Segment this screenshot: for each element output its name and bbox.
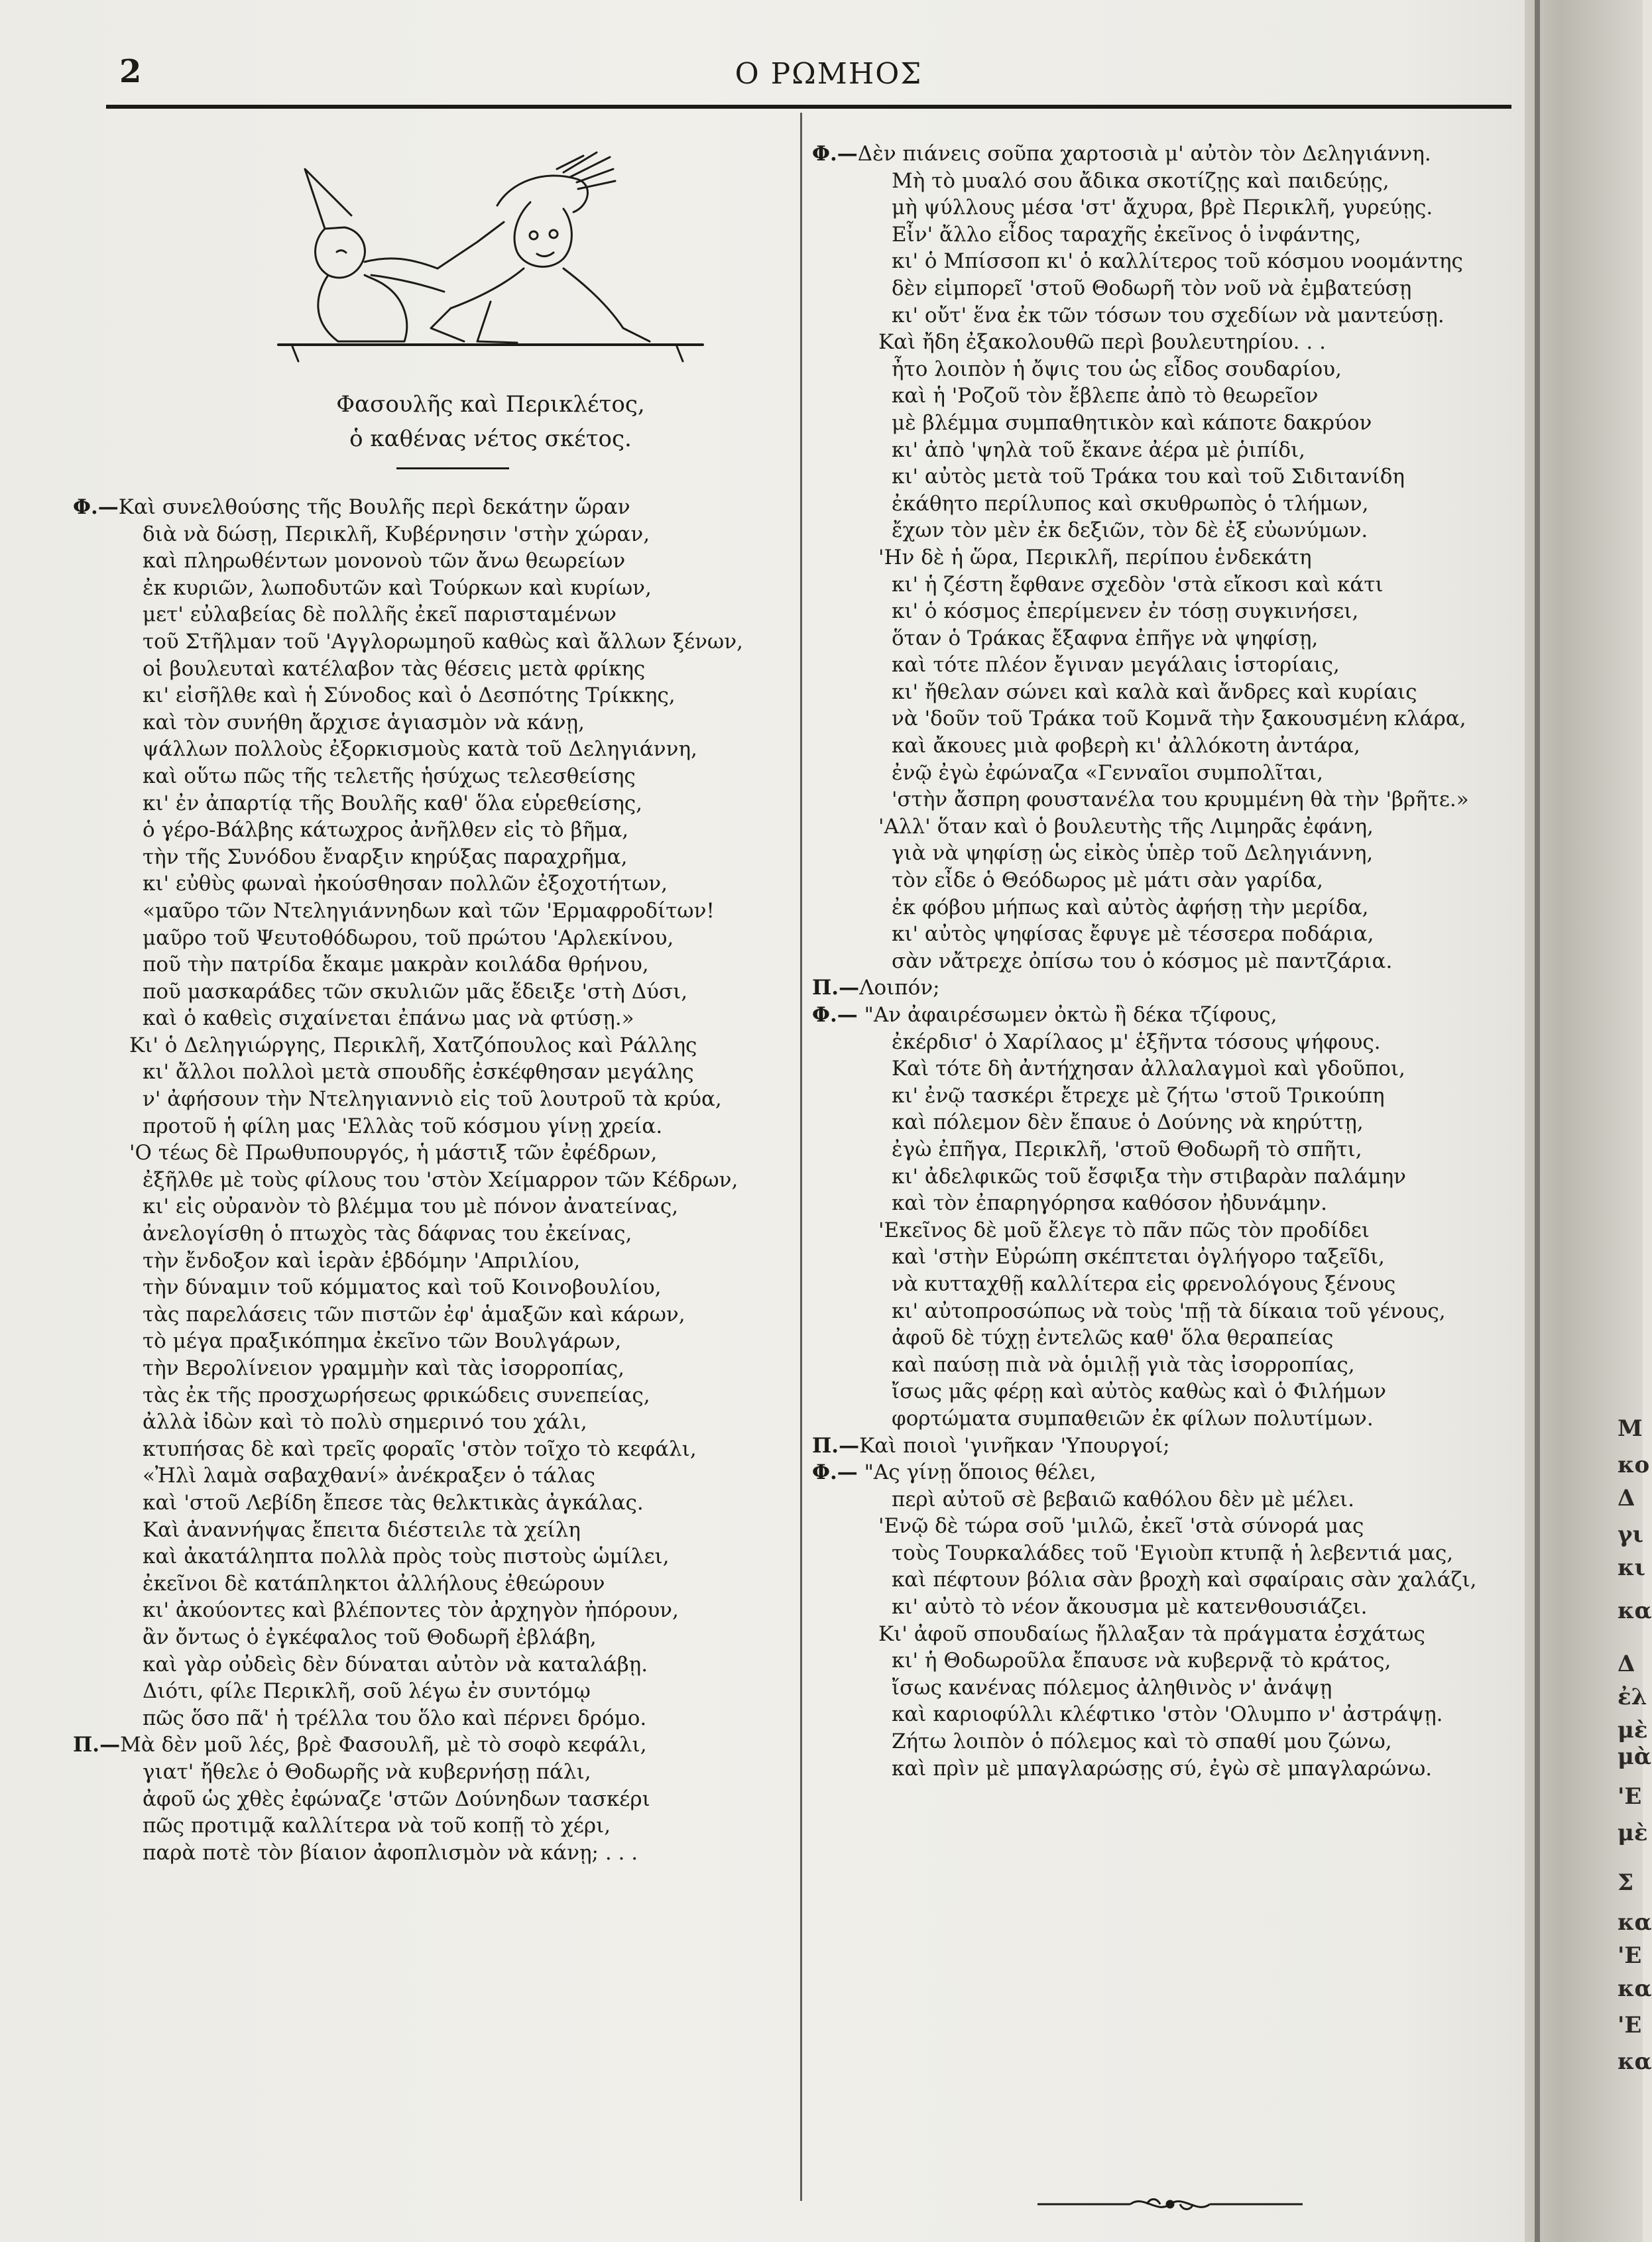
verse-text: ἀφοῦ δὲ τύχῃ ἐντελῶς καθ' ὅλα θεραπείας <box>892 1326 1334 1350</box>
binding-shadow <box>1525 0 1643 2242</box>
gutter-fragment: μὲ <box>1618 1820 1648 1846</box>
right-verse-line <box>812 1675 1521 1702</box>
verse-text: Καὶ συνελθούσης τῆς Βουλῆς περὶ δεκάτην ὥραν <box>118 495 630 519</box>
right-verse-line <box>812 275 1521 302</box>
verse-text: τὸν εἶδε ὁ Θεόδωρος μὲ μάτι σὰν γαρίδα, <box>892 868 1323 893</box>
verse-text: καὶ ἀκατάληπτα πολλὰ πρὸς τοὺς πιστοὺς ὡμίλει, <box>143 1545 670 1569</box>
left-verse-line <box>73 1328 796 1355</box>
right-verse-line <box>812 786 1521 813</box>
verse-text: 'Εκεῖνος δὲ μοῦ ἔλεγε τὸ πᾶν πῶς τὸν προδίδει <box>878 1218 1370 1242</box>
left-verse-line <box>73 1193 796 1220</box>
left-verse-line <box>73 1409 796 1436</box>
verse-text: κι' ἡ Θοδωροῦλα ἔπαυσε νὰ κυβερνᾷ τὸ κράτος, <box>892 1649 1391 1673</box>
left-verse-line <box>73 521 796 548</box>
cartoon-illustration <box>278 143 703 361</box>
left-verse-line <box>73 1597 796 1624</box>
left-verse-line <box>73 1490 796 1517</box>
left-verse-line <box>73 1032 796 1059</box>
right-verse-line <box>812 141 1521 168</box>
left-verse-line <box>73 682 796 709</box>
right-verse-line <box>812 625 1521 652</box>
gutter-fragment: κι <box>1618 1555 1645 1581</box>
right-verse-line <box>812 598 1521 625</box>
verse-text: ἀφοῦ ὡς χθὲς ἐφώναζε 'στῶν Δούνηδων τασκέρι <box>143 1787 650 1811</box>
verse-text: ἐκ φόβου μήπως καὶ αὐτὸς ἀφήσῃ τὴν μερίδα, <box>892 895 1369 919</box>
right-verse-line <box>812 760 1521 787</box>
verse-text: Λοιπόν; <box>859 976 940 1000</box>
left-verse-line <box>73 870 796 898</box>
verse-text: "Αν ἀφαιρέσωμεν ὀκτὼ ἢ δέκα τζίφους, <box>857 1003 1277 1027</box>
right-verse-line <box>812 705 1521 733</box>
right-verse-line <box>812 302 1521 329</box>
right-verse-line <box>812 1325 1521 1352</box>
left-verse-line <box>73 1436 796 1463</box>
verse-text: ἐνῷ ἐγὼ ἐφώναζα «Γενναῖοι συμπολῖται, <box>892 760 1323 785</box>
verse-text: νὰ κυτταχθῇ καλλίτερα εἰς φρενολόγους ξένους <box>892 1271 1396 1296</box>
left-verse-line <box>73 763 796 790</box>
gutter-fragment: μὲ <box>1618 1717 1648 1743</box>
verse-text: καὶ ὁ καθεὶς σιχαίνεται ἐπάνω μας νὰ φτύσῃ.» <box>143 1006 634 1031</box>
right-verse-line <box>812 840 1521 867</box>
gutter-fragment: 'Ε <box>1618 1942 1642 1969</box>
verse-text: ποῦ τὴν πατρίδα ἔκαμε μακρὰν κοιλάδα θρήνου, <box>143 953 649 977</box>
left-verse-line <box>73 1651 796 1679</box>
verse-text: μετ' εὐλαβείας δὲ πολλῆς ἐκεῖ παρισταμένων <box>143 603 617 627</box>
right-verse-line <box>812 1002 1521 1029</box>
verse-text: κι' αὐτοπροσώπως νὰ τοὺς 'πῇ τὰ δίκαια τοῦ γένους, <box>892 1299 1446 1323</box>
verse-text: μὲ βλέμμα συμπαθητικὸν καὶ κάποτε δακρύον <box>892 410 1372 435</box>
left-verse-line <box>73 1301 796 1328</box>
verse-text: ἐκεῖνοι δὲ κατάπληκτοι ἀλλήλους ἐθεώρουν <box>143 1571 605 1596</box>
right-verse-line <box>812 1701 1521 1728</box>
verse-text: κι' ἄλλοι πολλοὶ μετὰ σπουδῆς ἐσκέφθησαν μεγάλης <box>143 1060 694 1085</box>
left-verse-line <box>73 1786 796 1813</box>
right-verse-line <box>812 194 1521 221</box>
verse-text: τὰς ἐκ τῆς προσχωρήσεως φρικώδεις συνεπείας, <box>143 1383 650 1407</box>
verse-text: κι' αὐτὸς μετὰ τοῦ Τράκα του καὶ τοῦ Σιδιτανίδη <box>892 465 1405 489</box>
verse-text: κι' αὐτὸ τὸ νέον ἄκουσμα μὲ κατενθουσιάζει. <box>892 1595 1368 1620</box>
verse-text: καὶ οὕτω πῶς τῆς τελετῆς ἡσύχως τελεσθείσης <box>143 764 636 788</box>
verse-text: κι' οὔτ' ἕνα ἐκ τῶν τόσων του σχεδίων νὰ μαντεύσῃ. <box>892 303 1445 327</box>
right-verse-line <box>812 168 1521 195</box>
verse-text: καὶ πρὶν μὲ μπαγλαρώσῃς σύ, ἐγὼ σὲ μπαγλαρώνω. <box>892 1756 1433 1781</box>
left-verse-line <box>73 548 796 575</box>
right-verse-line <box>812 248 1521 275</box>
verse-text: καὶ πέφτουν βόλια σὰν βροχὴ καὶ σφαίραις σὰν χαλάζι, <box>892 1568 1477 1592</box>
verse-text: ὅταν ὁ Τράκας ἔξαφνα ἐπῆγε νὰ ψηφίσῃ, <box>892 626 1319 650</box>
gutter-fragment: 'Ε <box>1618 2012 1642 2038</box>
right-verse-line <box>812 1566 1521 1594</box>
verse-text: 'Ην δὲ ἡ ὥρα, Περικλῆ, περίπου ἑνδεκάτη <box>878 545 1312 569</box>
gutter-fragment: κα <box>1618 1976 1652 2002</box>
verse-text: φορτώματα συμπαθειῶν ἐκ φίλων πολυτίμων. <box>892 1406 1374 1431</box>
column-divider <box>800 113 802 2201</box>
verse-text: τὰς παρελάσεις τῶν πιστῶν ἐφ' ἁμαξῶν καὶ κάρων, <box>143 1302 685 1327</box>
verse-text: προτοῦ ἡ φίλη μας 'Ελλὰς τοῦ κόσμου γίνῃ χρεία. <box>143 1114 663 1138</box>
end-ornament <box>1031 2191 1309 2217</box>
right-verse-line <box>812 1109 1521 1136</box>
verse-text: παρὰ ποτὲ τὸν βίαιον ἀφοπλισμὸν νὰ κάνῃ; . . . <box>143 1840 638 1865</box>
right-verse-line <box>812 1647 1521 1675</box>
verse-text: ἂν ὄντως ὁ ἐγκέφαλος τοῦ Θοδωρῆ ἐβλάβη, <box>143 1625 597 1649</box>
right-verse-line <box>812 1163 1521 1191</box>
page-number: 2 <box>119 53 142 90</box>
binding-edge-rule <box>1535 0 1540 2242</box>
right-verse-line <box>812 1728 1521 1755</box>
speaker-label: Φ.— <box>73 495 119 519</box>
verse-text: μαῦρο τοῦ Ψευτοθόδωρου, τοῦ πρώτου 'Αρλεκίνου, <box>143 925 674 950</box>
left-verse-line <box>73 1086 796 1113</box>
verse-text: κι' ὁ κόσμος ἐπερίμενεν ἐν τόσῃ συγκινήσει, <box>892 599 1359 624</box>
right-verse-line <box>812 1459 1521 1486</box>
verse-text: τὴν τῆς Συνόδου ἔναρξιν κηρύξας παραχρῆμα, <box>143 845 628 869</box>
verse-text: κι' ὁ Μπίσσοπ κι' ὁ καλλίτερος τοῦ κόσμου νοομάντης <box>892 249 1463 274</box>
left-verse-line <box>73 1220 796 1248</box>
gutter-fragment: Δ <box>1618 1485 1635 1511</box>
right-verse-line <box>812 921 1521 948</box>
right-verse-line <box>812 1755 1521 1783</box>
verse-text: ἐκάθητο περίλυπος καὶ σκυθρωπὸς ὁ τλήμων, <box>892 491 1369 516</box>
verse-text: κι' εἰσῆλθε καὶ ἡ Σύνοδος καὶ ὁ Δεσπότης Τρίκκης, <box>143 683 676 708</box>
right-verse-line <box>812 1190 1521 1217</box>
right-verse-line <box>812 813 1521 841</box>
right-verse-line <box>812 974 1521 1002</box>
verse-text: Διότι, φίλε Περικλῆ, σοῦ λέγω ἐν συντόμῳ <box>143 1679 591 1704</box>
right-verse-line <box>812 1433 1521 1460</box>
gutter-fragment: κα <box>1618 2048 1652 2075</box>
verse-text: δὲν εἰμπορεῖ 'στοῦ Θοδωρῆ τὸν νοῦ νὰ ἐμβατεύσῃ <box>892 276 1412 300</box>
left-verse-line <box>73 1355 796 1382</box>
header-rule <box>106 105 1511 109</box>
left-verse-line <box>73 1140 796 1167</box>
verse-text: καὶ παύσῃ πιὰ νὰ ὁμιλῇ γιὰ τὰς ἰσορροπίας, <box>892 1352 1355 1377</box>
verse-text: κι' αὐτὸς ψηφίσας ἔφυγε μὲ τέσσερα ποδάρια, <box>892 922 1374 947</box>
verse-text: Καὶ ἤδη ἐξακολουθῶ περὶ βουλευτηρίου. . . <box>878 330 1326 355</box>
gutter-fragment: 'Ε <box>1618 1783 1642 1810</box>
right-verse-line <box>812 1136 1521 1163</box>
right-verse-line <box>812 491 1521 518</box>
verse-text: διὰ νὰ δώσῃ, Περικλῆ, Κυβέρνησιν 'στὴν χώραν, <box>143 522 650 546</box>
right-verse-line <box>812 1029 1521 1056</box>
verse-text: ἀνελογίσθη ὁ πτωχὸς τὰς δάφνας του ἐκείνας, <box>143 1222 632 1246</box>
left-verse-line <box>73 575 796 602</box>
verse-text: κι' εὐθὺς φωναὶ ἠκούσθησαν πολλῶν ἐξοχοτήτων, <box>143 872 668 896</box>
verse-text: ἐκέρδισ' ὁ Χαρίλαος μ' ἑξῆντα τόσους ψήφους. <box>892 1030 1381 1054</box>
right-verse-line <box>812 894 1521 921</box>
verse-text: μὴ ψύλλους μέσα 'στ' ἄχυρα, βρὲ Περικλῆ, γυρεύῃς. <box>892 196 1433 220</box>
left-verse-line <box>73 1759 796 1786</box>
verse-text: ὁ γέρο-Βάλβης κάτωχρος ἀνῆλθεν εἰς τὸ βῆμα, <box>143 818 629 843</box>
verse-text: κι' ἀδελφικῶς τοῦ ἔσφιξα τὴν στιβαρὰν παλάμην <box>892 1164 1407 1189</box>
right-verse-line <box>812 679 1521 706</box>
verse-text: ἐγὼ ἐπῆγα, Περικλῆ, 'στοῦ Θοδωρῆ τὸ σπῆτι, <box>892 1137 1362 1161</box>
verse-text: κτυπήσας δὲ καὶ τρεῖς φοραῖς 'στὸν τοῖχο τὸ κεφάλι, <box>143 1437 697 1461</box>
right-verse-line <box>812 356 1521 383</box>
verse-text: γιατ' ἤθελε ὁ Θοδωρῆς νὰ κυβερνήσῃ πάλι, <box>143 1759 591 1784</box>
speaker-label: Φ.— <box>812 1460 858 1485</box>
left-verse-line <box>73 1113 796 1140</box>
right-verse-line <box>812 1405 1521 1433</box>
gutter-fragment: ἐλ <box>1618 1684 1647 1710</box>
verse-text: νὰ 'δοῦν τοῦ Τράκα τοῦ Κομνᾶ τὴν ξακουσμένη κλάρα, <box>892 707 1466 731</box>
left-verse-line <box>73 1462 796 1490</box>
right-verse-line <box>812 1055 1521 1083</box>
verse-text: οἱ βουλευταὶ κατέλαβον τὰς θέσεις μετὰ φρίκης <box>143 656 646 681</box>
verse-text: 'Αλλ' ὅταν καὶ ὁ βουλευτὴς τῆς Λιμηρᾶς ἐφάνη, <box>878 814 1374 839</box>
verse-text: καὶ πληρωθέντων μονονοὺ τῶν ἄνω θεωρείων <box>143 549 626 573</box>
left-verse-line <box>73 1840 796 1867</box>
right-verse-line <box>812 867 1521 894</box>
right-text-column <box>812 141 1521 1782</box>
left-verse-line <box>73 1543 796 1570</box>
left-verse-line <box>73 1274 796 1301</box>
right-verse-line <box>812 1540 1521 1567</box>
verse-text: τὴν ἔνδοξον καὶ ἱερὰν ἑβδόμην 'Απριλίου, <box>143 1248 581 1273</box>
gutter-fragment: Μ <box>1618 1415 1643 1442</box>
verse-text: καὶ τότε πλέον ἔγιναν μεγάλαις ἱστορίαις, <box>892 653 1340 678</box>
verse-text: καὶ γὰρ οὐδεὶς δὲν δύναται αὐτὸν νὰ καταλάβῃ. <box>143 1652 648 1677</box>
verse-text: Ζήτω λοιπὸν ὁ πόλεμος καὶ τὸ σπαθί μου ζώνω, <box>892 1730 1392 1754</box>
verse-text: Καὶ ἀναννήψας ἔπειτα διέστειλε τὰ χείλη <box>143 1517 581 1542</box>
right-verse-line <box>812 1271 1521 1298</box>
verse-text: κι' ἐνῷ τασκέρι ἔτρεχε μὲ ζήτω 'στοῦ Τρικούπη <box>892 1083 1385 1108</box>
right-verse-line <box>812 1513 1521 1540</box>
left-verse-line <box>73 1678 796 1705</box>
gutter-fragment: μὰ <box>1618 1743 1652 1770</box>
verse-text: Δὲν πιάνεις σοῦπα χαρτοσιὰ μ' αὐτὸν τὸν Δεληγιάννη. <box>857 142 1431 166</box>
speaker-label: Π.— <box>73 1733 121 1757</box>
verse-text: καὶ 'στὴν Εὐρώπη σκέπτεται ὀγλήγορο ταξεῖδι, <box>892 1245 1385 1269</box>
verse-text: 'στὴν ἄσπρη φουστανέλα του κρυμμένη θὰ τὴν 'βρῆτε.» <box>892 788 1469 812</box>
right-verse-line <box>812 1594 1521 1621</box>
verse-text: κι' ἀκούοντες καὶ βλέποντες τὸν ἀρχηγὸν ἠπόρουν, <box>143 1598 679 1623</box>
verse-text: κι' ἀπὸ 'ψηλὰ τοῦ ἔκανε ἀέρα μὲ ῥιπίδι, <box>892 438 1306 462</box>
speaker-label: Π.— <box>812 976 860 1000</box>
verse-text: Καὶ ποιοὶ 'γινῆκαν 'Υπουργοί; <box>859 1433 1170 1458</box>
left-verse-line <box>73 1705 796 1732</box>
verse-text: καὶ τὸν ἐπαρηγόρησα καθόσον ἠδυνάμην. <box>892 1191 1327 1216</box>
right-verse-line <box>812 1621 1521 1648</box>
left-verse-line <box>73 656 796 683</box>
verse-text: ἔχων τὸν μὲν ἐκ δεξιῶν, τὸν δὲ ἐξ εὐωνύμων. <box>892 518 1368 543</box>
gutter-fragment: κα <box>1618 1598 1652 1624</box>
verse-text: κι' ἡ ζέστη ἔφθανε σχεδὸν 'στὰ εἴκοσι καὶ κάτι <box>892 572 1384 597</box>
verse-text: Μὴ τὸ μυαλό σου ἄδικα σκοτίζῃς καὶ παιδεύῃς, <box>892 168 1389 193</box>
right-verse-line <box>812 1298 1521 1325</box>
right-verse-line <box>812 517 1521 544</box>
verse-text: «Ἠλὶ λαμὰ σαβαχθανί» ἀνέκραξεν ὁ τάλας <box>143 1464 595 1488</box>
gutter-fragment: Σ <box>1618 1869 1634 1896</box>
verse-text: περὶ αὐτοῦ σὲ βεβαιῶ καθόλου δὲν μὲ μέλει. <box>892 1487 1354 1511</box>
right-verse-line <box>812 383 1521 410</box>
verse-text: "Ας γίνῃ ὅποιος θέλει, <box>857 1460 1096 1485</box>
left-verse-line <box>73 1624 796 1651</box>
right-verse-line <box>812 463 1521 491</box>
right-verse-line <box>812 437 1521 464</box>
cartoon-caption-line1: Φασουλῆς καὶ Περικλέτος, <box>336 391 645 418</box>
left-verse-line <box>73 817 796 844</box>
right-verse-line <box>812 1378 1521 1405</box>
left-verse-line <box>73 1382 796 1409</box>
left-verse-line <box>73 1812 796 1840</box>
verse-text: καὶ ἡ 'Ροζοῦ τὸν ἔβλεπε ἀπὸ τὸ θεωρεῖον <box>892 384 1319 408</box>
left-verse-line <box>73 1732 796 1759</box>
gutter-fragment: κα <box>1618 1909 1652 1936</box>
right-verse-line <box>812 652 1521 679</box>
verse-text: Εἶν' ἄλλο εἶδος ταραχῆς ἐκεῖνος ὁ ἰνφάντης, <box>892 222 1362 247</box>
verse-text: «μαῦρο τῶν Ντεληγιάννηδων καὶ τῶν 'Ερμαφροδίτων! <box>143 898 715 923</box>
caption-rule <box>396 467 509 469</box>
verse-text: 'Ενῷ δὲ τώρα σοῦ 'μιλῶ, ἐκεῖ 'στὰ σύνορά μας <box>878 1514 1364 1539</box>
verse-text: τὸ μέγα πραξικόπημα ἐκεῖνο τῶν Βουλγάρων, <box>143 1329 622 1354</box>
verse-text: κι' εἰς οὐρανὸν τὸ βλέμμα του μὲ πόνον ἀνατείνας, <box>143 1195 679 1219</box>
verse-text: γιὰ νὰ ψηφίσῃ ὡς εἰκὸς ὑπὲρ τοῦ Δεληγιάννη, <box>892 841 1374 866</box>
left-verse-line <box>73 898 796 925</box>
right-verse-line <box>812 1217 1521 1244</box>
left-verse-line <box>73 736 796 763</box>
verse-text: ποῦ μασκαράδες τῶν σκυλιῶν μᾶς ἔδειξε 'στὴ Δύσι, <box>143 979 688 1004</box>
left-verse-line <box>73 1248 796 1275</box>
verse-text: καὶ πόλεμον δὲν ἔπαυε ὁ Δούνης νὰ κηρύττῃ, <box>892 1110 1364 1135</box>
verse-text: σὰν νἄτρεχε ὀπίσω του ὁ κόσμος μὲ παντζάρια. <box>892 949 1393 973</box>
left-verse-line <box>73 628 796 656</box>
right-verse-line <box>812 571 1521 599</box>
verse-text: κι' ἤθελαν σώνει καὶ καλὰ καὶ ἄνδρες καὶ κυρίαις <box>892 679 1417 704</box>
right-verse-line <box>812 1083 1521 1110</box>
gutter-fragment: Δ <box>1618 1651 1635 1677</box>
left-verse-line <box>73 494 796 521</box>
right-verse-line <box>812 544 1521 571</box>
left-verse-line <box>73 925 796 952</box>
right-verse-line <box>812 948 1521 975</box>
verse-text: ἐκ κυριῶν, λωποδυτῶν καὶ Τούρκων καὶ κυρίων, <box>143 575 652 600</box>
verse-text: καὶ καριοφύλλι κλέφτικο 'στὸν 'Ολυμπο ν' ἀστράψῃ. <box>892 1702 1443 1727</box>
speaker-label: Φ.— <box>812 1003 858 1027</box>
left-verse-line <box>73 601 796 628</box>
gutter-fragment: κο <box>1618 1452 1650 1478</box>
left-verse-line <box>73 1517 796 1544</box>
speaker-label: Π.— <box>812 1433 860 1458</box>
masthead-title: Ο ΡΩΜΗΟΣ <box>735 57 923 91</box>
right-verse-line <box>812 329 1521 356</box>
verse-text: ἀλλὰ ἰδὼν καὶ τὸ πολὺ σημερινό του χάλι, <box>143 1410 587 1435</box>
verse-text: τοῦ Στῆλμαν τοῦ 'Αγγλορωμηοῦ καθὼς καὶ ἄλλων ξένων, <box>143 629 743 654</box>
right-verse-line <box>812 410 1521 437</box>
verse-text: καὶ τὸν συνήθη ἄρχισε ἁγιασμὸν νὰ κάνῃ, <box>143 710 585 735</box>
right-verse-line <box>812 733 1521 760</box>
right-verse-line <box>812 221 1521 249</box>
verse-text: 'Ο τέως δὲ Πρωθυπουργός, ἡ μάστιξ τῶν ἐφέδρων, <box>129 1141 658 1165</box>
left-verse-line <box>73 978 796 1006</box>
left-verse-line <box>73 844 796 871</box>
verse-text: ἦτο λοιπὸν ἡ ὄψις του ὡς εἶδος σουδαρίου, <box>892 357 1342 381</box>
left-verse-line <box>73 1570 796 1598</box>
verse-text: τὴν δύναμιν τοῦ κόμματος καὶ τοῦ Κοινοβουλίου, <box>143 1275 662 1300</box>
left-verse-line <box>73 1167 796 1194</box>
verse-text: τοὺς Τουρκαλάδες τοῦ 'Εγιοὺπ κτυπᾷ ἡ λεβεντιά μας, <box>892 1541 1454 1565</box>
verse-text: ν' ἀφήσουν τὴν Ντεληγιαννιὸ εἰς τοῦ λουτροῦ τὰ κρύα, <box>143 1087 722 1112</box>
verse-text: ἴσως μᾶς φέρῃ καὶ αὐτὸς καθὼς καὶ ὁ Φιλήμων <box>892 1380 1387 1404</box>
verse-text: ἴσως κανένας πόλεμος ἀληθινὸς ν' ἀνάψῃ <box>892 1675 1332 1700</box>
left-verse-line <box>73 951 796 978</box>
verse-text: ἐξῆλθε μὲ τοὺς φίλους του 'στὸν Χείμαρρον τῶν Κέδρων, <box>143 1167 738 1192</box>
verse-text: ψάλλων πολλοὺς ἐξορκισμοὺς κατὰ τοῦ Δεληγιάννη, <box>143 737 697 762</box>
left-verse-line <box>73 1059 796 1086</box>
verse-text: καὶ 'στοῦ Λεβίδη ἔπεσε τὰς θελκτικὰς ἀγκάλας. <box>143 1490 644 1515</box>
verse-text: τὴν Βερολίνειον γραμμὴν καὶ τὰς ἰσορροπίας, <box>143 1356 625 1380</box>
left-text-column <box>73 494 796 1866</box>
left-verse-line <box>73 709 796 737</box>
verse-text: πῶς ὅσο πᾶ' ἡ τρέλλα του ὅλο καὶ πέρνει δρόμο. <box>143 1706 647 1730</box>
verse-text: Κι' ὁ Δεληγιώργης, Περικλῆ, Χατζόπουλος καὶ Ράλλης <box>129 1033 697 1057</box>
verse-text: κι' ἐν ἀπαρτίᾳ τῆς Βουλῆς καθ' ὅλα εὑρεθείσης, <box>143 791 642 815</box>
verse-text: Καὶ τότε δὴ ἀντήχησαν ἀλλαλαγμοὶ καὶ γδοῦποι, <box>892 1057 1405 1081</box>
gutter-fragment: γι <box>1618 1521 1643 1548</box>
verse-text: Μὰ δὲν μοῦ λές, βρὲ Φασουλῆ, μὲ τὸ σοφὸ κεφάλι, <box>120 1733 647 1757</box>
left-verse-line <box>73 1005 796 1032</box>
right-verse-line <box>812 1352 1521 1379</box>
verse-text: Κι' ἀφοῦ σπουδαίως ἤλλαξαν τὰ πράγματα ἐσχάτως <box>878 1622 1425 1646</box>
right-verse-line <box>812 1486 1521 1513</box>
verse-text: πῶς προτιμᾷ καλλίτερα νὰ τοῦ κοπῇ τὸ χέρι, <box>143 1814 611 1838</box>
speaker-label: Φ.— <box>812 142 858 166</box>
cartoon-caption-line2: ὁ καθένας νέτος σκέτος. <box>349 426 632 452</box>
left-verse-line <box>73 790 796 817</box>
right-verse-line <box>812 1244 1521 1271</box>
verse-text: καὶ ἄκουες μιὰ φοβερὴ κι' ἀλλόκοτη ἀντάρα, <box>892 734 1360 758</box>
